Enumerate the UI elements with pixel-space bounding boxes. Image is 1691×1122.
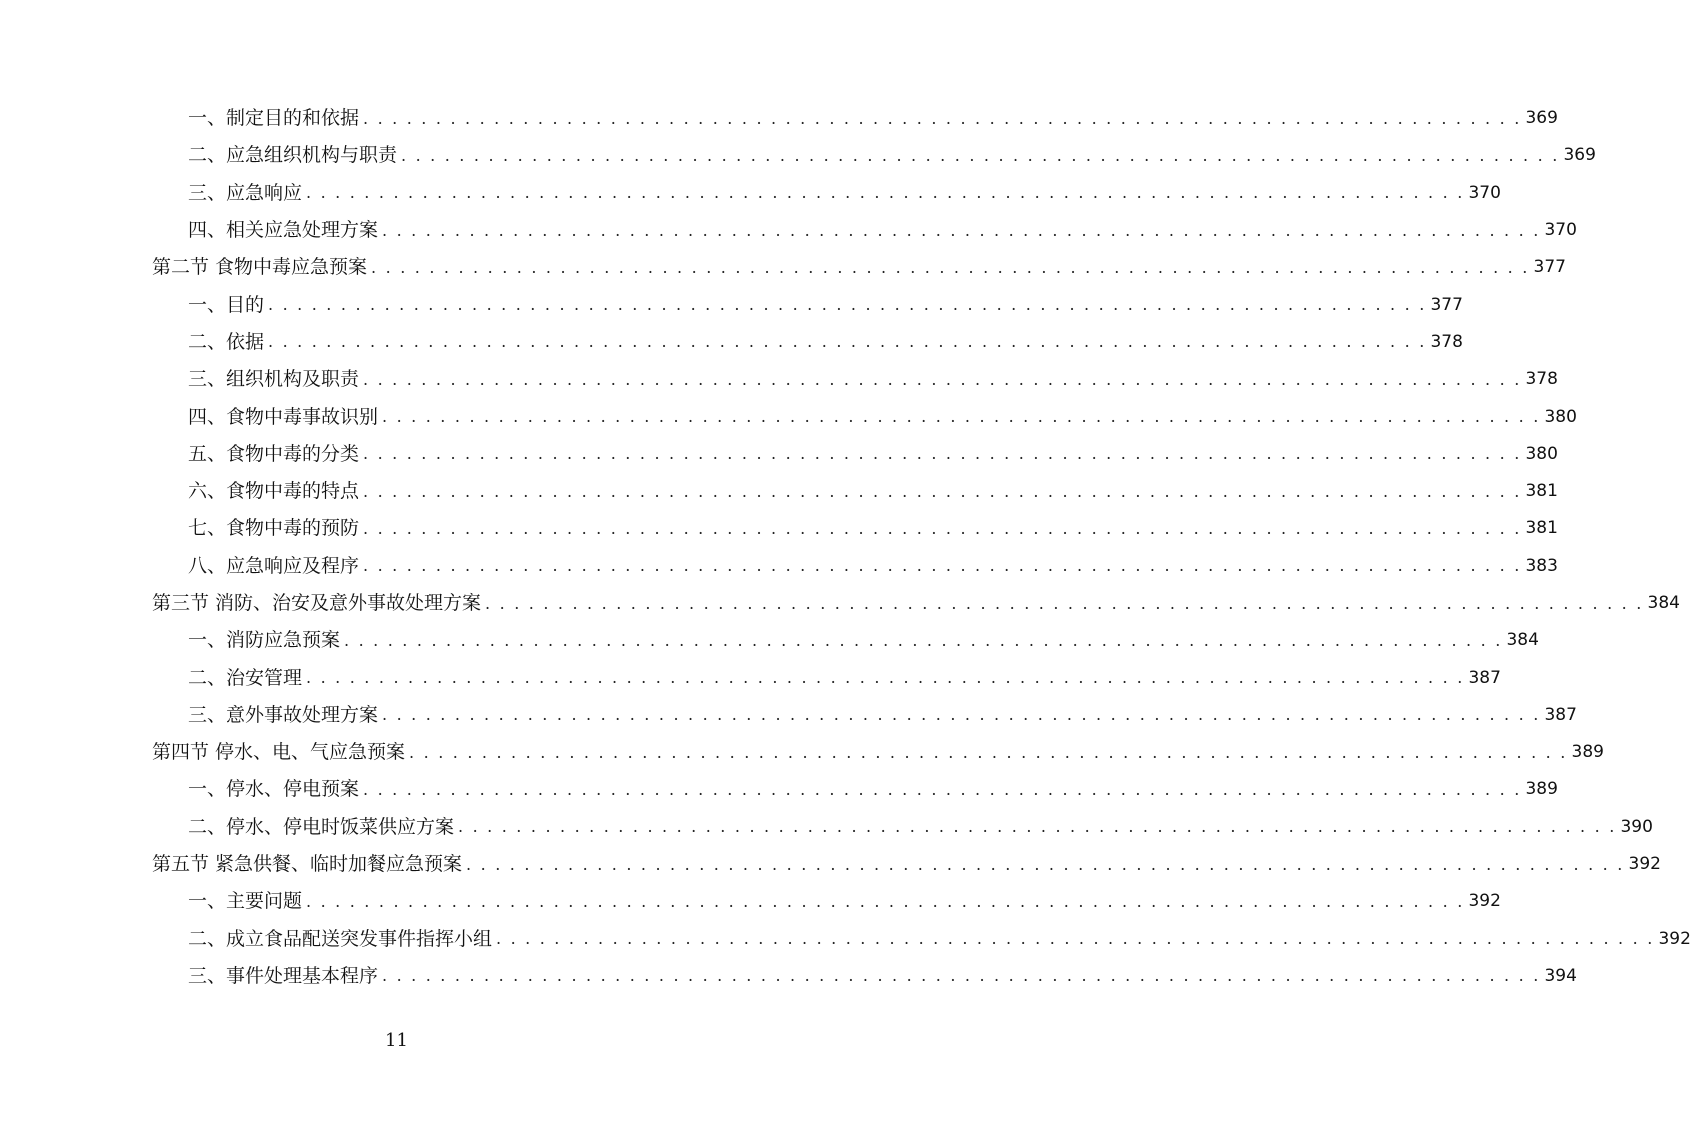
toc-entry-label: 四、食物中毒事故识别 (188, 408, 382, 427)
dot-leader: . . . . . . . . . . . . . . . . . . . . . . . . . . . . . . . . . . . . . . . . . . . . . . . . . . . . . . . . . . . . . . . . . . . . . . . . . . . . . . . . (363, 779, 1522, 799)
toc-entry-page: 392 (1625, 856, 1661, 873)
toc-entry-page: 389 (1521, 781, 1557, 798)
toc-subsection-entry[interactable] (0, 548, 1558, 585)
toc-section-entry[interactable] (0, 249, 1566, 286)
toc-entry-page: 378 (1521, 371, 1557, 388)
toc-entry-page: 370 (1464, 185, 1500, 202)
dot-leader: . . . . . . . . . . . . . . . . . . . . . . . . . . . . . . . . . . . . . . . . . . . . . . . . . . . . . . . . . . . . . . . . . . . . . . . . . . . . . . . . (363, 518, 1522, 538)
toc-entry-label: 一、消防应急预案 (188, 631, 344, 650)
dot-leader: . . . . . . . . . . . . . . . . . . . . . . . . . . . . . . . . . . . . . . . . . . . . . . . . . . . . . . . . . . . . . . . . . . . . . . . . . . . . . . . . (496, 929, 1655, 949)
toc-entry-label: 三、组织机构及职责 (188, 370, 363, 389)
dot-leader: . . . . . . . . . . . . . . . . . . . . . . . . . . . . . . . . . . . . . . . . . . . . . . . . . . . . . . . . . . . . . . . . . . . . . . . . . . . . . . . . (306, 891, 1465, 911)
toc-entry-label: 第二节 食物中毒应急预案 (152, 258, 371, 277)
dot-leader: . . . . . . . . . . . . . . . . . . . . . . . . . . . . . . . . . . . . . . . . . . . . . . . . . . . . . . . . . . . . . . . . . . . . . . . . . . . . . . . . (344, 630, 1503, 650)
toc-entry-page: 378 (1426, 334, 1462, 351)
toc-subsection-entry[interactable] (0, 324, 1463, 361)
toc-entry-label: 第三节 消防、治安及意外事故处理方案 (152, 594, 485, 613)
toc-subsection-entry[interactable] (0, 659, 1501, 696)
dot-leader: . . . . . . . . . . . . . . . . . . . . . . . . . . . . . . . . . . . . . . . . . . . . . . . . . . . . . . . . . . . . . . . . . . . . . . . . . . . . . . . . (382, 407, 1541, 427)
toc-entry-label: 二、成立食品配送突发事件指挥小组 (188, 930, 496, 949)
toc-entry-label: 第五节 紧急供餐、临时加餐应急预案 (152, 855, 466, 874)
dot-leader: . . . . . . . . . . . . . . . . . . . . . . . . . . . . . . . . . . . . . . . . . . . . . . . . . . . . . . . . . . . . . . . . . . . . . . . . . . . . . . . . (401, 145, 1560, 165)
toc-subsection-entry[interactable] (0, 697, 1577, 734)
toc-entry-page: 387 (1464, 670, 1500, 687)
dot-leader: . . . . . . . . . . . . . . . . . . . . . . . . . . . . . . . . . . . . . . . . . . . . . . . . . . . . . . . . . . . . . . . . . . . . . . . . . . . . . . . . (363, 556, 1522, 576)
dot-leader: . . . . . . . . . . . . . . . . . . . . . . . . . . . . . . . . . . . . . . . . . . . . . . . . . . . . . . . . . . . . . . . . . . . . . . . . . . . . . . . . (371, 257, 1530, 277)
toc-section-entry[interactable] (0, 846, 1661, 883)
toc-entry-page: 369 (1559, 147, 1595, 164)
toc-entry-page: 389 (1568, 744, 1604, 761)
toc-subsection-entry[interactable] (0, 809, 1653, 846)
toc-entry-page: 383 (1521, 558, 1557, 575)
toc-entry-label: 二、依据 (188, 333, 268, 352)
toc-subsection-entry[interactable] (0, 883, 1501, 920)
toc-entry-page: 377 (1530, 259, 1566, 276)
toc-subsection-entry[interactable] (0, 771, 1558, 808)
toc-entry-page: 392 (1654, 931, 1690, 948)
toc-subsection-entry[interactable] (0, 398, 1577, 435)
dot-leader: . . . . . . . . . . . . . . . . . . . . . . . . . . . . . . . . . . . . . . . . . . . . . . . . . . . . . . . . . . . . . . . . . . . . . . . . . . . . . . . . (363, 481, 1522, 501)
dot-leader: . . . . . . . . . . . . . . . . . . . . . . . . . . . . . . . . . . . . . . . . . . . . . . . . . . . . . . . . . . . . . . . . . . . . . . . . . . . . . . . . (363, 444, 1522, 464)
toc-subsection-entry[interactable] (0, 473, 1558, 510)
toc-entry-page: 370 (1540, 222, 1576, 239)
toc-section-entry[interactable] (0, 734, 1604, 771)
toc-entry-label: 四、相关应急处理方案 (188, 221, 382, 240)
toc-entry-label: 二、停水、停电时饭菜供应方案 (188, 818, 458, 837)
dot-leader: . . . . . . . . . . . . . . . . . . . . . . . . . . . . . . . . . . . . . . . . . . . . . . . . . . . . . . . . . . . . . . . . . . . . . . . . . . . . . . . . (268, 295, 1427, 315)
toc-subsection-entry[interactable] (0, 175, 1501, 212)
toc-entry-page: 369 (1521, 110, 1557, 127)
dot-leader: . . . . . . . . . . . . . . . . . . . . . . . . . . . . . . . . . . . . . . . . . . . . . . . . . . . . . . . . . . . . . . . . . . . . . . . . . . . . . . . . (466, 854, 1625, 874)
toc-subsection-entry[interactable] (0, 921, 1691, 958)
toc-entry-label: 三、意外事故处理方案 (188, 706, 382, 725)
toc-entry-page: 380 (1540, 409, 1576, 426)
toc-section-entry[interactable] (0, 585, 1680, 622)
dot-leader: . . . . . . . . . . . . . . . . . . . . . . . . . . . . . . . . . . . . . . . . . . . . . . . . . . . . . . . . . . . . . . . . . . . . . . . . . . . . . . . . (306, 183, 1465, 203)
dot-leader: . . . . . . . . . . . . . . . . . . . . . . . . . . . . . . . . . . . . . . . . . . . . . . . . . . . . . . . . . . . . . . . . . . . . . . . . . . . . . . . . (409, 742, 1568, 762)
toc-entry-page: 390 (1616, 819, 1652, 836)
toc-subsection-entry[interactable] (0, 137, 1596, 174)
toc-subsection-entry[interactable] (0, 510, 1558, 547)
toc-entry-label: 一、主要问题 (188, 892, 306, 911)
dot-leader: . . . . . . . . . . . . . . . . . . . . . . . . . . . . . . . . . . . . . . . . . . . . . . . . . . . . . . . . . . . . . . . . . . . . . . . . . . . . . . . . (268, 332, 1427, 352)
dot-leader: . . . . . . . . . . . . . . . . . . . . . . . . . . . . . . . . . . . . . . . . . . . . . . . . . . . . . . . . . . . . . . . . . . . . . . . . . . . . . . . . (382, 966, 1541, 986)
toc-entry-label: 一、目的 (188, 296, 268, 315)
toc-entry-label: 一、制定目的和依据 (188, 109, 363, 128)
toc-entry-label: 第四节 停水、电、气应急预案 (152, 743, 409, 762)
toc-entry-label: 二、应急组织机构与职责 (188, 146, 401, 165)
toc-entry-page: 381 (1521, 520, 1557, 537)
toc-entry-page: 387 (1540, 707, 1576, 724)
toc-entry-label: 三、事件处理基本程序 (188, 967, 382, 986)
dot-leader: . . . . . . . . . . . . . . . . . . . . . . . . . . . . . . . . . . . . . . . . . . . . . . . . . . . . . . . . . . . . . . . . . . . . . . . . . . . . . . . . (382, 705, 1541, 725)
toc-subsection-entry[interactable] (0, 622, 1539, 659)
dot-leader: . . . . . . . . . . . . . . . . . . . . . . . . . . . . . . . . . . . . . . . . . . . . . . . . . . . . . . . . . . . . . . . . . . . . . . . . . . . . . . . . (363, 108, 1522, 128)
table-of-contents (0, 100, 1691, 995)
dot-leader: . . . . . . . . . . . . . . . . . . . . . . . . . . . . . . . . . . . . . . . . . . . . . . . . . . . . . . . . . . . . . . . . . . . . . . . . . . . . . . . . (363, 369, 1522, 389)
toc-subsection-entry[interactable] (0, 286, 1463, 323)
toc-subsection-entry[interactable] (0, 212, 1577, 249)
dot-leader: . . . . . . . . . . . . . . . . . . . . . . . . . . . . . . . . . . . . . . . . . . . . . . . . . . . . . . . . . . . . . . . . . . . . . . . . . . . . . . . . (485, 593, 1644, 613)
toc-entry-label: 二、治安管理 (188, 669, 306, 688)
toc-subsection-entry[interactable] (0, 958, 1577, 995)
dot-leader: . . . . . . . . . . . . . . . . . . . . . . . . . . . . . . . . . . . . . . . . . . . . . . . . . . . . . . . . . . . . . . . . . . . . . . . . . . . . . . . . (458, 817, 1617, 837)
toc-entry-page: 394 (1540, 968, 1576, 985)
toc-subsection-entry[interactable] (0, 361, 1558, 398)
toc-entry-label: 一、停水、停电预案 (188, 780, 363, 799)
toc-entry-label: 五、食物中毒的分类 (188, 445, 363, 464)
toc-entry-page: 392 (1464, 893, 1500, 910)
toc-entry-page: 381 (1521, 483, 1557, 500)
page-number: 11 (385, 1030, 408, 1051)
toc-entry-page: 384 (1644, 595, 1680, 612)
dot-leader: . . . . . . . . . . . . . . . . . . . . . . . . . . . . . . . . . . . . . . . . . . . . . . . . . . . . . . . . . . . . . . . . . . . . . . . . . . . . . . . . (382, 220, 1541, 240)
toc-subsection-entry[interactable] (0, 436, 1558, 473)
toc-entry-label: 八、应急响应及程序 (188, 557, 363, 576)
toc-entry-label: 六、食物中毒的特点 (188, 482, 363, 501)
toc-entry-page: 380 (1521, 446, 1557, 463)
toc-entry-label: 七、食物中毒的预防 (188, 519, 363, 538)
toc-entry-page: 377 (1426, 297, 1462, 314)
toc-entry-label: 三、应急响应 (188, 184, 306, 203)
toc-entry-page: 384 (1502, 632, 1538, 649)
dot-leader: . . . . . . . . . . . . . . . . . . . . . . . . . . . . . . . . . . . . . . . . . . . . . . . . . . . . . . . . . . . . . . . . . . . . . . . . . . . . . . . . (306, 668, 1465, 688)
toc-subsection-entry[interactable] (0, 100, 1558, 137)
